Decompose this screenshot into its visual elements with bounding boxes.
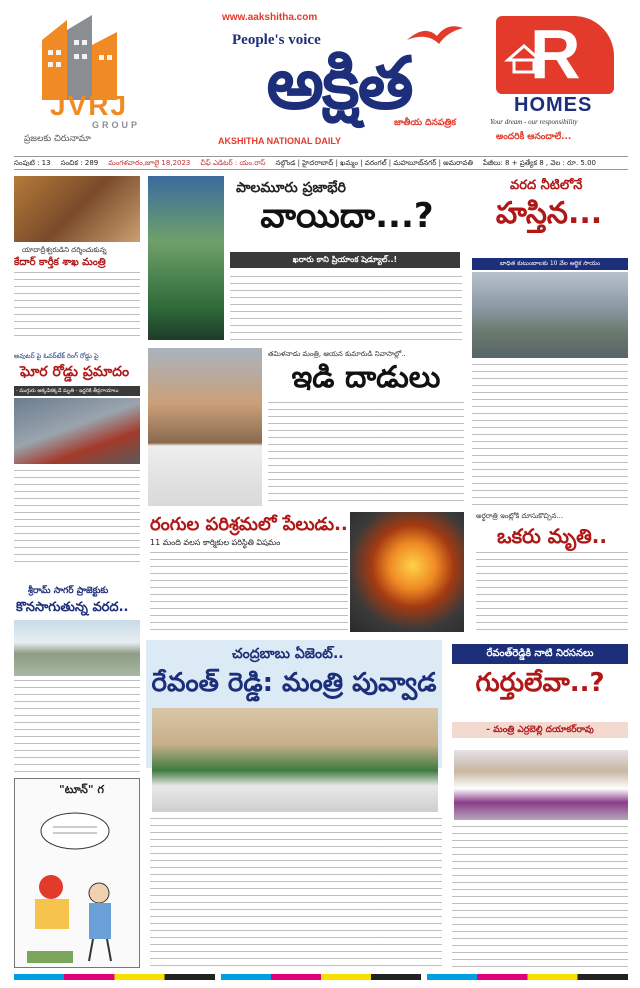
ad-jvrj: [14, 10, 146, 152]
sriram-kicker: శ్రీరామ్ సాగర్ ప్రాజెక్టుకు: [28, 586, 109, 596]
date: మంగళవారం,జూలై 18,2023: [108, 159, 191, 167]
accident-headline: ఘోర రోడ్డు ప్రమాదం: [20, 364, 130, 380]
revanth-kicker: చంద్రబాబు ఏజెంట్..: [232, 646, 344, 662]
sriram-headline: కొనసాగుతున్న వరద..: [16, 600, 129, 615]
ad-r-homes: [490, 10, 626, 152]
accident-banner: - ముగ్గురు అక్కడికక్కడే మృతి - ఇద్దరికి తీవ్రగాయాలు: [14, 386, 140, 396]
jvrj-brand: JVRJ: [50, 90, 129, 121]
kedarnath-headline: కేదార్ కార్తీక శాఖ మంత్రి: [14, 257, 106, 268]
flood-kicker: వరద నీటిలోనే: [510, 178, 583, 193]
house-icon: [504, 44, 544, 74]
priyanka-photo: [148, 176, 224, 340]
flood-body: [472, 364, 628, 506]
website-url: www.aakshitha.com: [222, 12, 318, 23]
death-kicker: అర్థరాత్రి ఇంట్లోకి దూసుకొచ్చిన...: [476, 512, 564, 520]
fire-sub: 11 మంది వలస కార్మికుల పరిస్థితి విషమం: [150, 538, 281, 547]
raids-kicker: తమిళనాడు మంత్రి, ఆయన కుమారుడి నివాసాల్లో..: [268, 350, 406, 358]
r-homes-letter: R: [530, 15, 581, 93]
palamuru-kicker: పాలమూరు ప్రజాభేరి: [236, 180, 346, 196]
kedarnath-photo: [14, 176, 140, 242]
accident-photo: [14, 398, 140, 464]
r-homes-telugu: అందరికీ ఆనందాలే...: [496, 132, 572, 142]
palamuru-headline: వాయిదా...?: [260, 196, 434, 236]
accident-kicker: అవుటర్ పై ఓవర్‌టేక్ రింగ్ రోడ్డు పై: [14, 352, 99, 360]
cartoon-box: [14, 778, 140, 968]
building-icon: [22, 10, 132, 100]
flood-banner: బాధిత కుటుంబాలకు 10 వేల ఆర్థిక సాయం: [472, 258, 628, 270]
cartoon-title: "టూన్" గ: [59, 783, 104, 796]
sriram-photo: [14, 620, 140, 676]
kedarnath-kicker: యాదాద్రీశ్వరుడిని దర్శించుకున్న: [22, 246, 107, 254]
paper-name: AKSHITHA NATIONAL DAILY: [218, 136, 342, 146]
flood-photo: [472, 272, 628, 358]
kedarnath-body: [14, 272, 140, 336]
dateline: [14, 156, 628, 170]
revanth-body: [150, 818, 442, 968]
masthead-tagline: People's voice: [232, 32, 321, 48]
fire-photo: [350, 512, 464, 632]
revanth-headline: రేవంత్ రెడ్డి: మంత్రి పువ్వాడ: [151, 668, 437, 698]
fire-body: [150, 552, 348, 632]
palamuru-banner: ఖరారు కాని ప్రియాంక షెడ్యూల్..!: [230, 252, 460, 268]
gurthu-body: [452, 826, 628, 968]
gurthu-kicker: రేవంత్‌రెడ్డికి నాటి నిరసనలు: [452, 644, 628, 664]
cities: నల్గొండ | హైదరాబాద్ | ఖమ్మం | వరంగల్ | మహబూబ్‌నగర్ | అమరావతి: [275, 159, 473, 167]
gurthu-photo: [454, 750, 628, 820]
bird-icon: [405, 22, 465, 46]
price: పేజీలు: 8 + ప్రత్యేక 8 , వెల : రూ. 5.00: [482, 159, 596, 167]
masthead-logo: అక్షిత: [266, 41, 412, 125]
issue: సంచిక : 289: [60, 159, 99, 167]
death-headline: ఒకరు మృతి..: [496, 524, 608, 548]
fire-headline: రంగుల పరిశ్రమలో పేలుడు..: [150, 514, 348, 535]
gurthu-headline: గుర్తులేవా..?: [475, 668, 605, 698]
raids-body: [268, 402, 464, 506]
sriram-body: [14, 680, 140, 772]
r-homes-tagline: Your dream - our responsibility: [490, 118, 578, 126]
palamuru-body: [230, 276, 462, 340]
revanth-photo: [152, 708, 438, 812]
jvrj-tagline: ప్రజలకు చిరునామా: [24, 134, 91, 144]
death-body: [476, 552, 628, 632]
volume: సంపుటి : 13: [14, 159, 51, 167]
cartoon-drawing: [17, 801, 137, 966]
color-registration-bar: [14, 974, 628, 980]
daily-label: జాతీయ దినపత్రిక: [394, 118, 456, 128]
editor: చీఫ్ ఎడిటర్ : యం.రాస్: [200, 159, 266, 167]
raids-headline: ఇడి దాడులు: [291, 360, 441, 395]
jvrj-group: GROUP: [92, 120, 141, 130]
minister-photo: [148, 348, 262, 506]
accident-body: [14, 470, 140, 566]
gurthu-byline: - మంత్రి ఎర్రబెల్లి దయాకర్‌రావు: [452, 722, 628, 738]
flood-headline: హస్తిన...: [495, 196, 603, 231]
r-homes-name: HOMES: [514, 94, 593, 116]
